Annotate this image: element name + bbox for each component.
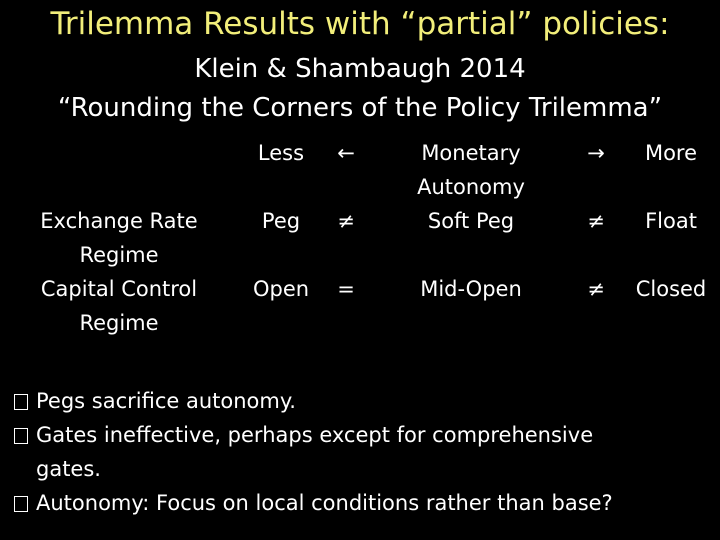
row-label-capital-control-line2: Regime <box>79 311 159 335</box>
row2-left-value: Open <box>252 277 310 301</box>
row2-middle-value: Mid-Open <box>420 277 522 301</box>
header-middle-line1: Monetary <box>421 141 521 165</box>
slide-subtitle-paper: “Rounding the Corners of the Policy Trilemma” <box>57 93 663 123</box>
bullet-icon <box>14 496 28 512</box>
row1-right-operator: ≠ <box>587 209 605 233</box>
header-less: Less <box>257 141 305 165</box>
bullet-text: Autonomy: Focus on local conditions rather than base? <box>36 491 613 515</box>
slide-subtitle-citation: Klein & Shambaugh 2014 <box>194 54 526 84</box>
header-left-arrow: ← <box>337 141 355 165</box>
header-more: More <box>644 141 698 165</box>
bullet-icon <box>14 428 28 444</box>
bullet-icon <box>14 394 28 410</box>
header-right-arrow: → <box>587 141 605 165</box>
row-label-exchange-rate-line2: Regime <box>79 243 159 267</box>
row2-left-operator: = <box>337 277 355 301</box>
header-middle-line2: Autonomy <box>417 175 525 199</box>
row2-right-value: Closed <box>635 277 707 301</box>
row1-left-operator: ≠ <box>337 209 355 233</box>
bullet-list <box>14 384 714 520</box>
slide-title: Trilemma Results with “partial” policies: <box>50 6 670 42</box>
bullet-item <box>14 418 714 486</box>
row1-right-value: Float <box>645 209 697 233</box>
bullet-item <box>14 486 714 520</box>
row1-middle-value: Soft Peg <box>427 209 515 233</box>
row-label-exchange-rate-line1: Exchange Rate <box>40 209 198 233</box>
bullet-item <box>14 384 714 418</box>
bullet-text: Pegs sacrifice autonomy. <box>36 389 296 413</box>
bullet-text: Gates ineffective, perhaps except for comprehensive <box>36 423 594 447</box>
row2-right-operator: ≠ <box>587 277 605 301</box>
row1-left-value: Peg <box>261 209 301 233</box>
bullet-text-continuation: gates. <box>36 457 101 481</box>
row-label-capital-control-line1: Capital Control <box>40 277 198 301</box>
